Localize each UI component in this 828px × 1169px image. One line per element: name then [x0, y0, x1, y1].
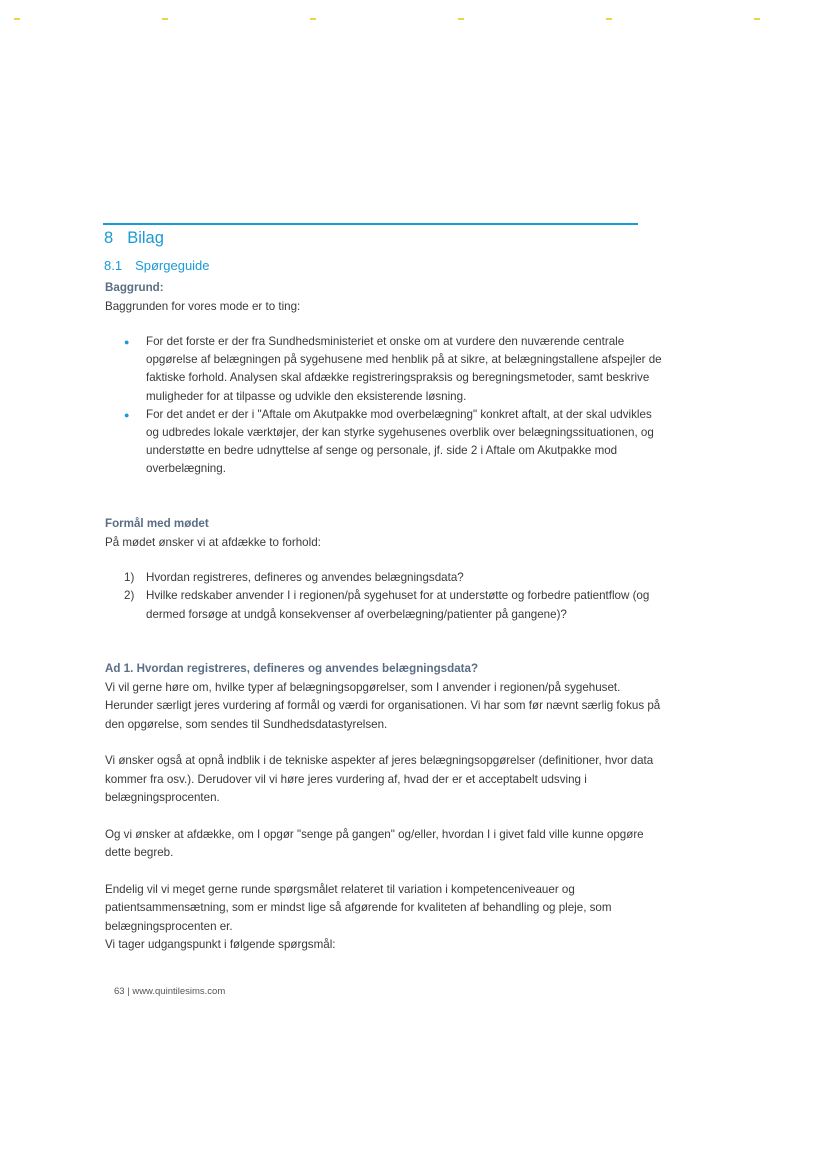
footer-separator: |	[127, 986, 130, 997]
baggrund-heading: Baggrund:	[105, 281, 164, 294]
ad1-paragraph: Vi vil gerne høre om, hvilke typer af belægningsopgørelser, som I anvender i regionen/på sygehuset. Herunder særligt jeres vurdering af formål og værdi for organisationen. Vi har som før nævnt særlig fokus på den opgørelse, som sendes til Sundhedsdatastyrelsen.	[105, 680, 661, 731]
baggrund-block	[105, 279, 665, 316]
list-item	[124, 406, 664, 479]
section-title: Bilag	[127, 229, 164, 247]
list-text: Hvordan registreres, defineres og anvendes belægningsdata?	[146, 571, 464, 584]
ad1-paragraph: Endelig vil vi meget gerne runde spørgsmålet relateret til variation i kompetenceniveauer og patientsammensætning, som er mindst lige så afgørende for kvaliteten af behandling og pleje, som belægningsprocenten er.	[105, 882, 612, 933]
subsection-heading	[104, 258, 210, 273]
scan-speck	[458, 18, 464, 20]
section-rule	[103, 223, 638, 225]
scan-speck	[754, 18, 760, 20]
list-item	[124, 587, 654, 624]
subsection-title: Spørgeguide	[135, 258, 210, 273]
section-number: 8	[104, 229, 114, 247]
formaal-heading: Formål med mødet	[105, 517, 209, 530]
scan-speck	[310, 18, 316, 20]
list-text: Hvilke redskaber anvender I i regionen/på sygehuset for at understøtte og forbedre patientflow (og dermed forsøge at undgå konsekvenser af overbelægning/patienter på gangene)?	[146, 589, 650, 621]
baggrund-bullet-list	[124, 333, 664, 479]
section-heading	[104, 229, 164, 248]
scan-speck	[606, 18, 612, 20]
ad1-heading: Ad 1. Hvordan registreres, defineres og anvendes belægningsdata?	[105, 662, 479, 675]
ad1-paragraph: Og vi ønsker at afdække, om I opgør "senge på gangen" og/eller, hvordan I i givet fald ville kunne opgøre dette begreb.	[105, 827, 644, 859]
ad1-block	[105, 660, 665, 955]
subsection-number: 8.1	[104, 258, 123, 273]
bullet-text: For det andet er der i "Aftale om Akutpakke mod overbelægning" konkret aftalt, at der skal udvikles og udbredes lokale værktøjer, der kan styrke sygehusenes overblik over belægningssituationen, og understøtte en bedre udnyttelse af senge og personale, jf. side 2 i Aftale om Akutpakke mod overbelægning.	[146, 407, 654, 476]
page-number: 63	[114, 986, 125, 997]
list-number: 1)	[124, 571, 135, 584]
formaal-block	[105, 515, 665, 552]
bullet-icon: ●	[124, 337, 130, 347]
formaal-intro: På mødet ønsker vi at afdække to forhold:	[105, 535, 321, 549]
bullet-text: For det forste er der fra Sundhedsministeriet et onske om at vurdere den nuværende centrale opgørelse af belægningen på sygehusene med henblik på at sikre, at belægningstallene afspejler de faktiske forhold. Analysen skal afdække registreringspraksis og beregningsmetoder, samt beskrive muligheder for at tilpasse og udvikle den eksisterende løsning.	[146, 335, 662, 403]
list-item	[124, 569, 654, 587]
baggrund-intro: Baggrunden for vores mode er to ting:	[105, 299, 301, 313]
list-item	[124, 333, 664, 406]
ad1-closing: Vi tager udgangspunkt i følgende spørgsmål:	[105, 938, 336, 951]
list-number: 2)	[124, 589, 135, 603]
scan-speck	[162, 18, 168, 20]
footer-url: www.quintilesims.com	[132, 986, 226, 997]
formaal-numbered-list	[124, 569, 654, 624]
ad1-paragraph: Vi ønsker også at opnå indblik i de tekniske aspekter af jeres belægningsopgørelser (definitioner, hvor data kommer fra osv.). Derudover vil vi høre jeres vurdering af, hvad der er et acceptabelt udsving i belægningsprocenten.	[105, 754, 654, 804]
scan-speck	[14, 18, 20, 20]
bullet-icon: ●	[124, 409, 130, 420]
page-footer	[114, 986, 225, 997]
